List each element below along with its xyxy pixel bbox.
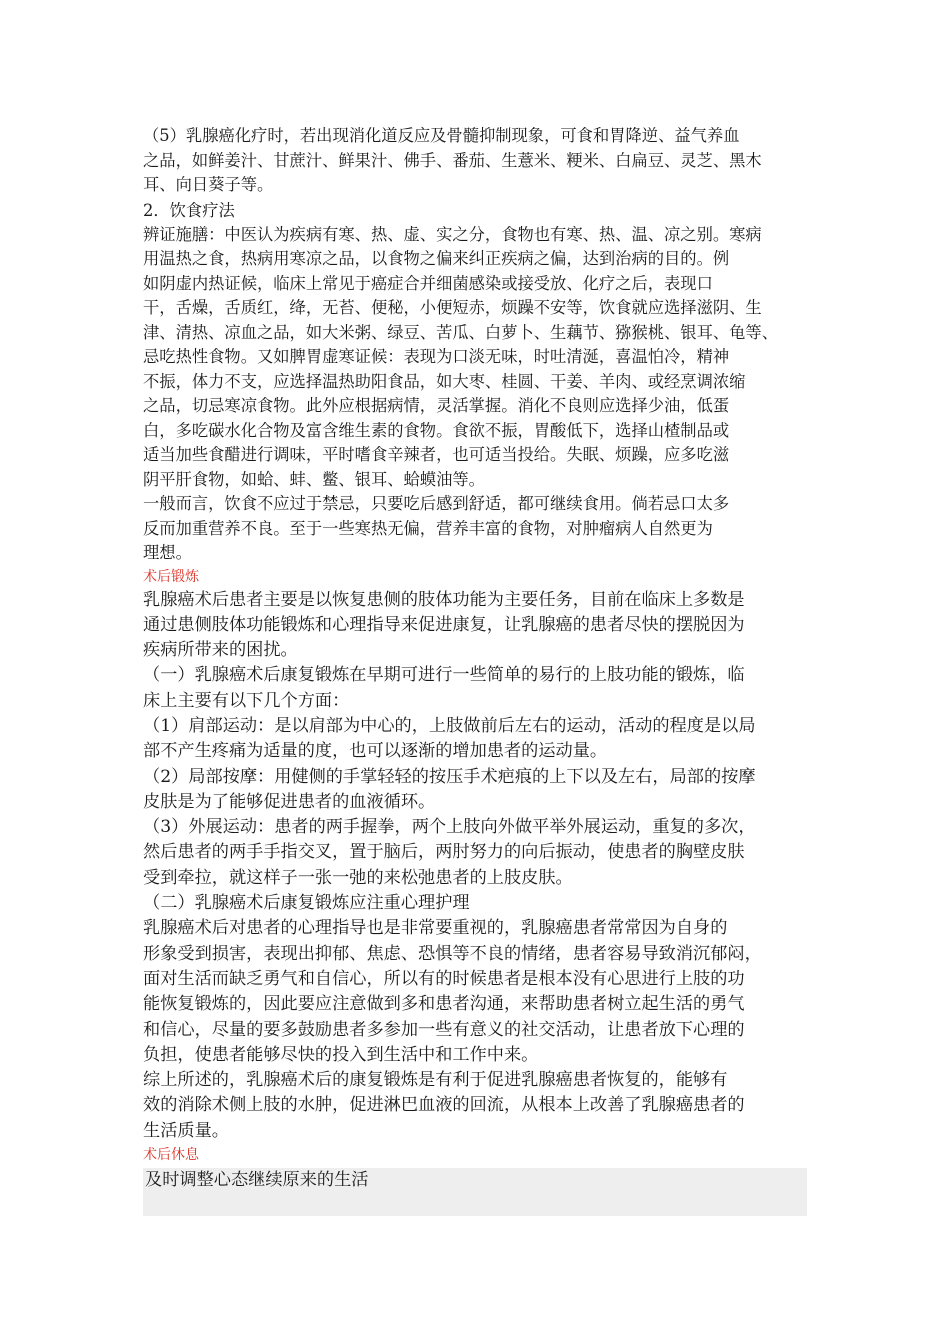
text-line: 津、清热、凉血之品，如大米粥、绿豆、苦瓜、白萝卜、生藕节、猕猴桃、银耳、龟等、 (143, 322, 778, 342)
text-line: 部不产生疼痛为适量的度，也可以逐渐的增加患者的运动量。 (143, 741, 608, 762)
text-line: 疾病所带来的困扰。 (143, 640, 298, 661)
diet-general-paragraph (143, 492, 807, 566)
rest-text-box (143, 1168, 807, 1216)
massage-paragraph (143, 765, 807, 816)
text-line: 阴平肝食物，如蛤、蚌、鳖、银耳、蛤蟆油等。 (143, 469, 485, 489)
text-line: （一）乳腺癌术后康复锻炼在早期可进行一些简单的易行的上肢功能的锻炼，临 (143, 665, 745, 686)
text-line: 形象受到损害，表现出抑郁、焦虑、恐惧等不良的情绪，患者容易导致消沉郁闷， (143, 943, 762, 964)
text-line: 反而加重营养不良。至于一些寒热无偏，营养丰富的食物，对肿瘤病人自然更为 (143, 518, 713, 538)
exercise-intro-paragraph (143, 588, 807, 664)
psychology-paragraph (143, 916, 807, 1068)
text-line: 能恢复锻炼的，因此要应注意做到多和患者沟通，来帮助患者树立起生活的勇气 (143, 994, 745, 1015)
text-line: 忌吃热性食物。又如脾胃虚寒证候：表现为口淡无味，时吐清涎，喜温怕冷，精神 (143, 347, 730, 366)
text-line: 床上主要有以下几个方面： (143, 690, 350, 711)
summary-paragraph (143, 1068, 807, 1144)
text-line: （2）局部按摩：用健侧的手掌轻轻的按压手术疤痕的上下以及左右，局部的按摩 (143, 766, 756, 787)
text-line: 不振，体力不支，应选择温热助阳食品，如大枣、桂圆、干姜、羊肉、或经烹调浓缩 (143, 371, 746, 391)
text-line: 负担，使患者能够尽快的投入到生活中和工作中来。 (143, 1044, 539, 1065)
text-line: 受到牵拉，就这样子一张一弛的来松弛患者的上肢皮肤。 (143, 867, 573, 888)
abduction-paragraph (143, 815, 807, 891)
text-line: 之品，如鲜姜汁、甘蔗汁、鲜果汁、佛手、番茄、生薏米、粳米、白扁豆、灵芝、黑木 (143, 150, 762, 170)
text-line: 用温热之食，热病用寒凉之品，以食物之偏来纠正疾病之偏，达到治病的目的。例 (143, 249, 730, 268)
exercise-heading: 术后锻炼 (143, 568, 199, 585)
text-line: 辨证施膳：中医认为疾病有寒、热、虚、实之分，食物也有寒、热、温、凉之别。寒病 (143, 224, 762, 244)
text-line: 一般而言，饮食不应过于禁忌，只要吃后感到舒适，都可继续食用。倘若忌口太多 (143, 494, 730, 513)
text-line: 如阴虚内热证候，临床上常见于癌症合并细菌感染或接受放、化疗之后，表现口 (143, 273, 713, 293)
text-line: 效的消除术侧上肢的水肿，促进淋巴血液的回流，从根本上改善了乳腺癌患者的 (143, 1095, 745, 1116)
text-line: 皮肤是为了能够促进患者的血液循环。 (143, 791, 436, 812)
text-line: 耳、向日葵子等。 (143, 175, 274, 194)
rehab-two-heading: （二）乳腺癌术后康复锻炼应注重心理护理 (143, 893, 470, 914)
text-line: 干，舌燥，舌质红，绛，无苔、便秘，小便短赤，烦躁不安等，饮食就应选择滋阴、生 (143, 298, 762, 317)
document-body (143, 124, 807, 1216)
chemo-diet-paragraph (143, 124, 807, 198)
text-line: 综上所述的，乳腺癌术后的康复锻炼是有利于促进乳腺癌患者恢复的，能够有 (143, 1070, 728, 1091)
text-line: 乳腺癌术后对患者的心理指导也是非常要重视的，乳腺癌患者常常因为自身的 (143, 918, 728, 939)
rehab-one-paragraph (143, 663, 807, 714)
text-line: 乳腺癌术后患者主要是以恢复患侧的肢体功能为主要任务，目前在临床上多数是 (143, 589, 745, 610)
rest-text: 及时调整心态继续原来的生活 (145, 1170, 369, 1191)
diet-therapy-paragraph (143, 223, 807, 493)
shoulder-exercise-paragraph (143, 714, 807, 765)
text-line: 然后患者的两手手指交叉，置于脑后，两肘努力的向后振动，使患者的胸壁皮肤 (143, 842, 745, 863)
text-line: 通过患侧肢体功能锻炼和心理指导来促进康复，让乳腺癌的患者尽快的摆脱因为 (143, 614, 745, 635)
rest-heading: 术后休息 (143, 1147, 199, 1164)
text-line: （5）乳腺癌化疗时，若出现消化道反应及骨髓抑制现象，可食和胃降逆、益气养血 (143, 126, 740, 145)
text-line: 之品，切忌寒凉食物。此外应根据病情，灵活掌握。消化不良则应选择少油，低蛋 (143, 396, 730, 415)
text-line: （1）肩部运动：是以肩部为中心的，上肢做前后左右的运动，活动的程度是以局 (143, 715, 756, 736)
text-line: 理想。 (143, 543, 192, 562)
text-line: 面对生活而缺乏勇气和自信心，所以有的时候患者是根本没有心思进行上肢的功 (143, 968, 745, 989)
text-line: 和信心，尽量的要多鼓励患者多参加一些有意义的社交活动，让患者放下心理的 (143, 1019, 745, 1040)
diet-therapy-heading: 2．饮食疗法 (143, 200, 235, 220)
text-line: 适当加些食醋进行调味，平时嗜食辛辣者，也可适当投给。失眠、烦躁，应多吃滋 (143, 445, 730, 464)
text-line: 白，多吃碳水化合物及富含维生素的食物。食欲不振，胃酸低下，选择山楂制品或 (143, 420, 730, 440)
text-line: 生活质量。 (143, 1120, 229, 1141)
text-line: （3）外展运动：患者的两手握拳，两个上肢向外做平举外展运动，重复的多次， (143, 817, 756, 838)
